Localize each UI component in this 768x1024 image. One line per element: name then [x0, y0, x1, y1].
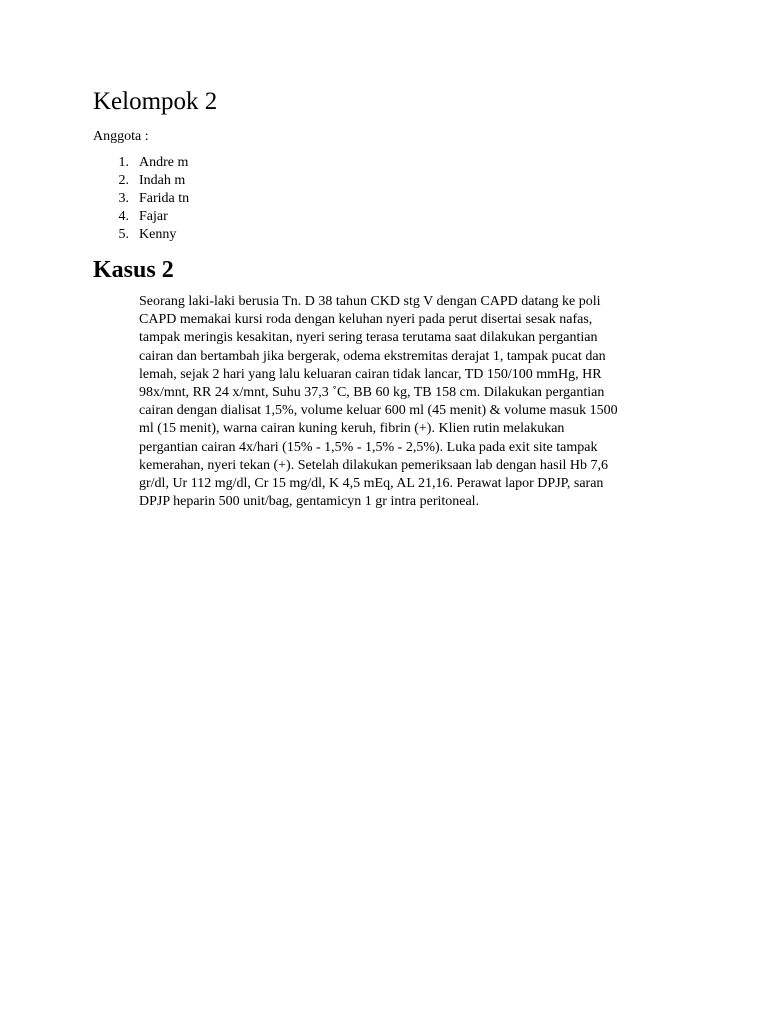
- member-name: Farida tn: [139, 191, 190, 206]
- member-name: Andre m: [139, 155, 189, 170]
- list-item: [93, 172, 186, 190]
- case-text-line: ml (15 menit), warna cairan kuning keruh, fibrin (+). Klien rutin melakukan: [139, 421, 565, 437]
- case-text-line: Seorang laki-laki berusia Tn. D 38 tahun CKD stg V dengan CAPD datang ke poli: [139, 294, 601, 309]
- members-label: Anggota :: [93, 129, 149, 144]
- member-list: [93, 154, 190, 244]
- case-description: [139, 293, 679, 511]
- document-title: Kelompok 2: [93, 88, 218, 115]
- case-text-line: pergantian cairan 4x/hari (15% - 1,5% - 1,5% - 2,5%). Luka pada exit site tampak: [139, 439, 598, 455]
- list-item-number: 1 .: [93, 154, 129, 172]
- case-title: Kasus 2: [93, 257, 174, 283]
- list-item: [93, 154, 189, 172]
- list-item: [93, 208, 168, 226]
- list-item-number: 2 .: [93, 172, 129, 190]
- case-text-line: lemah, sejak 2 hari yang lalu keluaran cairan tidak lancar, TD 150/100 mmHg, HR: [139, 366, 602, 382]
- case-text-line: DPJP heparin 500 unit/bag, gentamicyn 1 gr intra peritoneal.: [139, 494, 480, 510]
- member-name: Kenny: [139, 227, 177, 242]
- member-name: Fajar: [139, 209, 168, 224]
- case-text-line: kemerahan, nyeri tekan (+). Setelah dilakukan pemeriksaan lab dengan hasil Hb 7,6: [139, 457, 608, 473]
- case-text-line: cairan dengan dialisat 1,5%, volume keluar 600 ml (45 menit) & volume masuk 1500: [139, 403, 618, 419]
- case-text-line: tampak meringis kesakitan, nyeri sering terasa terutama saat dilakukan pergantian: [139, 330, 598, 346]
- member-name: Indah m: [139, 173, 186, 188]
- case-text-line: cairan dan bertambah jika bergerak, odema ekstremitas derajat 1, tampak pucat dan: [139, 348, 606, 364]
- list-item: [93, 190, 190, 208]
- case-text-line: CAPD memakai kursi roda dengan keluhan nyeri pada perut disertai sesak nafas,: [139, 312, 593, 328]
- case-text-line: gr/dl, Ur 112 mg/dl, Cr 15 mg/dl, K 4,5 mEq, AL 21,16. Perawat lapor DPJP, saran: [139, 476, 604, 492]
- list-item-number: 3 .: [93, 190, 129, 208]
- list-item-number: 5 .: [93, 226, 129, 244]
- case-text-line: 98x/mnt, RR 24 x/mnt, Suhu 37,3 ˚C, BB 60 kg, TB 158 cm. Dilakukan pergantian: [139, 385, 605, 401]
- list-item-number: 4 .: [93, 208, 129, 226]
- list-item: [93, 226, 177, 244]
